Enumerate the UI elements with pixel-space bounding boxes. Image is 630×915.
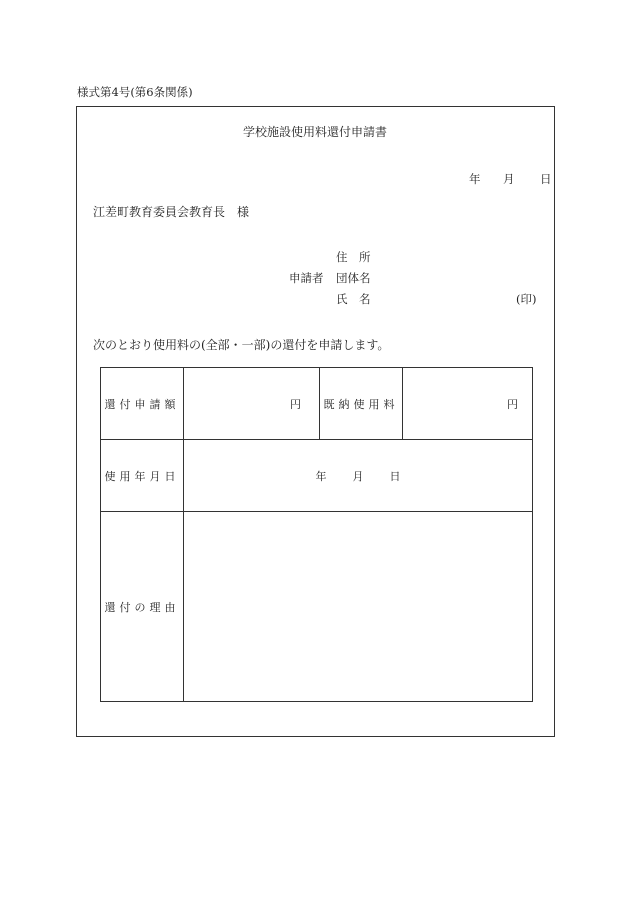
form-number: 様式第4号(第6条関係) — [77, 85, 193, 99]
recipient: 江差町教育委員会教育長 様 — [93, 205, 250, 219]
paid-fee-label: 既納使用料 — [320, 368, 403, 440]
address-label: 住 所 — [336, 250, 371, 264]
table-row — [101, 512, 533, 702]
date-day-label: 日 — [540, 172, 552, 186]
usage-date-month: 月 — [352, 469, 364, 483]
usage-date-day: 日 — [389, 469, 401, 483]
group-name-label: 団体名 — [336, 271, 371, 285]
applicant-role-label: 申請者 — [289, 271, 324, 285]
application-statement: 次のとおり使用料の(全部・一部)の還付を申請します。 — [93, 338, 390, 352]
seal-mark: (印) — [516, 292, 537, 306]
paid-fee-field[interactable] — [403, 368, 533, 440]
table-row — [101, 368, 533, 440]
paid-fee-unit: 円 — [507, 397, 518, 411]
usage-date-field[interactable] — [184, 440, 533, 512]
refund-table — [100, 367, 533, 702]
usage-date-label: 使用年月日 — [101, 440, 184, 512]
refund-amount-field[interactable] — [184, 368, 320, 440]
refund-reason-field[interactable] — [184, 512, 533, 702]
date-month-label: 月 — [503, 172, 515, 186]
refund-amount-label: 還付申請額 — [101, 368, 184, 440]
date-year-label: 年 — [469, 172, 481, 186]
document-title: 学校施設使用料還付申請書 — [242, 125, 387, 139]
name-label: 氏 名 — [336, 292, 371, 306]
table-row — [101, 440, 533, 512]
refund-reason-label: 還付の理由 — [101, 512, 184, 702]
usage-date-year: 年 — [315, 469, 327, 483]
refund-amount-unit: 円 — [290, 397, 301, 411]
